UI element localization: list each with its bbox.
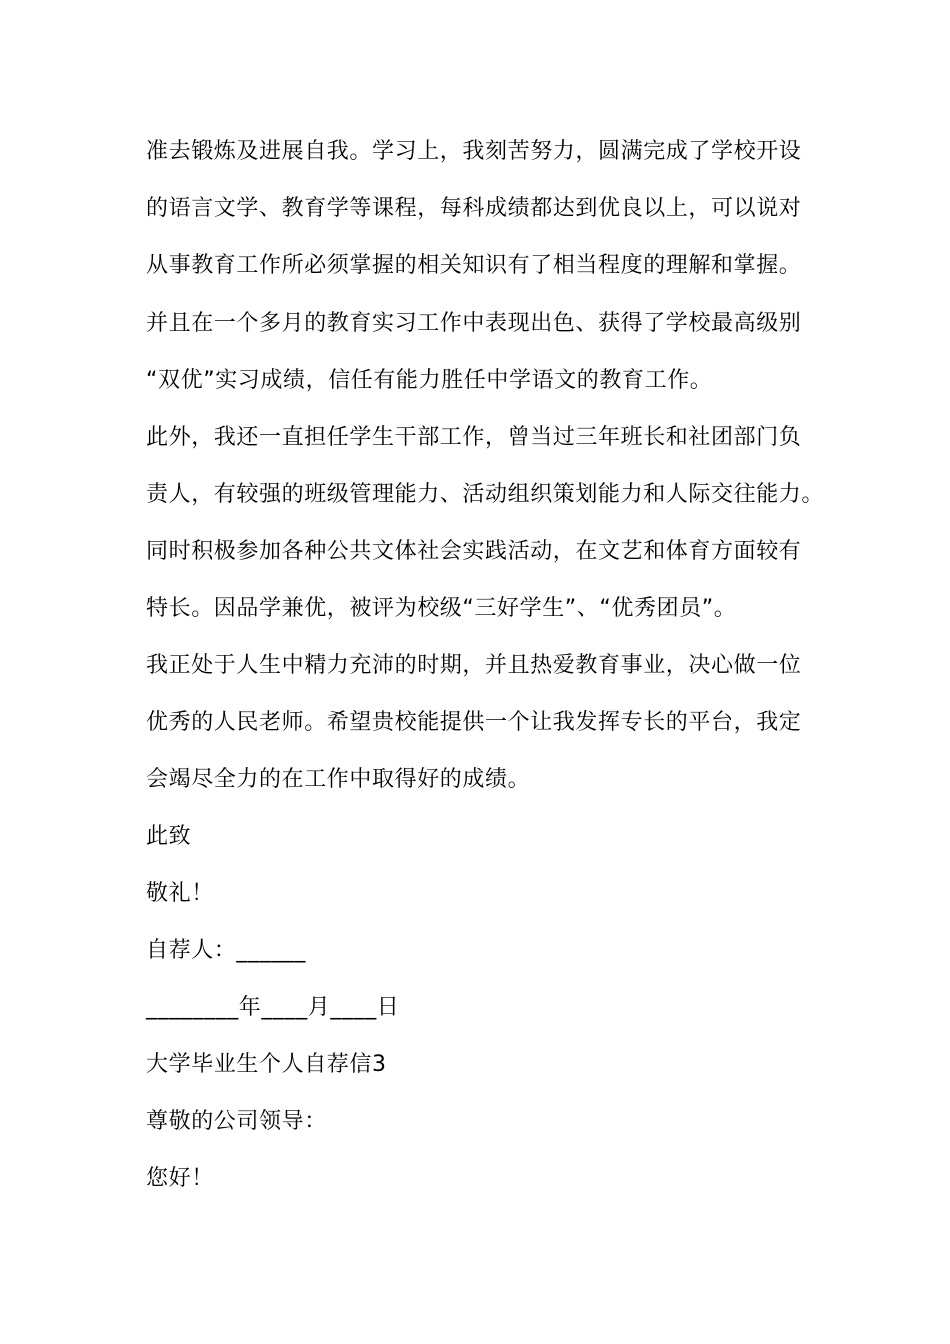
section-title: 大学毕业生个人自荐信3 <box>146 1052 387 1077</box>
body-text-line: 同时积极参加各种公共文体社会实践活动，在文艺和体育方面较有 <box>146 539 802 564</box>
body-text-line: “双优”实习成绩，信任有能力胜任中学语文的教育工作。 <box>146 368 713 393</box>
body-text-line: 优秀的人民老师。希望贵校能提供一个让我发挥专长的平台，我定 <box>146 710 802 735</box>
greeting-line: 尊敬的公司领导： <box>146 1109 327 1134</box>
body-text-line: 此外，我还一直担任学生干部工作，曾当过三年班长和社团部门负 <box>146 425 802 450</box>
body-text-line: 从事教育工作所必须掌握的相关知识有了相当程度的理解和掌握。 <box>146 253 802 278</box>
greeting-line: 您好！ <box>146 1166 214 1191</box>
date-line: ________年____月____日 <box>146 995 400 1020</box>
body-text-line: 准去锻炼及进展自我。学习上，我刻苦努力，圆满完成了学校开设 <box>146 139 802 164</box>
body-text-line: 责人，有较强的班级管理能力、活动组织策划能力和人际交往能力。 <box>146 482 825 507</box>
body-text-line: 的语言文学、教育学等课程，每科成绩都达到优良以上，可以说对 <box>146 196 802 221</box>
body-text-line: 并且在一个多月的教育实习工作中表现出色、获得了学校最高级别 <box>146 311 802 336</box>
body-text-line: 特长。因品学兼优，被评为校级“三好学生”、“优秀团员”。 <box>146 596 737 621</box>
closing-salutation: 此致 <box>146 824 192 849</box>
signature-line: 自荐人：______ <box>146 938 307 963</box>
closing-regards: 敬礼！ <box>146 881 214 906</box>
body-text-line: 我正处于人生中精力充沛的时期，并且热爱教育事业，决心做一位 <box>146 653 802 678</box>
body-text-line: 会竭尽全力的在工作中取得好的成绩。 <box>146 767 531 792</box>
